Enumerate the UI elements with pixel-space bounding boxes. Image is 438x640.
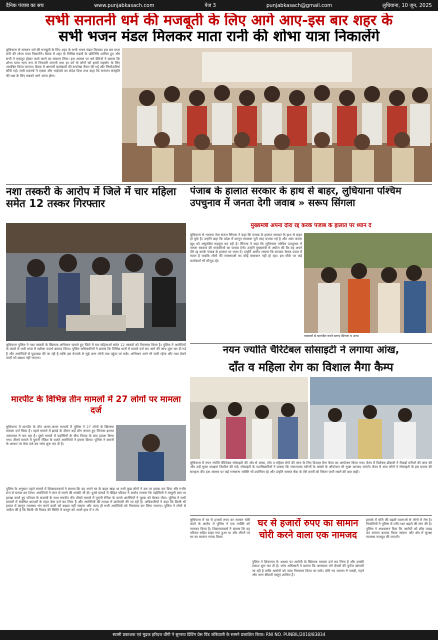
lead-text-column: लुधियाना से सनातन धर्म की मजबूती के लिए शहर के सभी भजन मंडल मिलकर इस बार माता रानी की शोभा यात्रा निकालेंगे। बैठक में शहर के विभिन्न मंडलों के प्रतिनिधि शामिल हुए और सभी ने एकजुट होकर कार्य करने का संकल्प लिया। इस अवसर पर धर्म प्रेमियों ने बताया कि शोभा यात्रा भव्य रूप से निकाली जाएगी तथा हर वर्ग के लोगों को इसमें सहयोग के लिए आमंत्रित किया जाएगा। बैठक में आगामी कार्यक्रमों की रूपरेखा तैयार की गई और जिम्मेदारियां सौंपी गईं। सभी सदस्यों ने एकता और भाईचारे का संदेश दिया तथा कहा कि सनातन संस्कृति की रक्षा के लिए सबको आगे आना होगा। <box>6 48 120 78</box>
eye-camp-photo-1 <box>190 377 308 459</box>
eye-camp-border <box>190 343 432 344</box>
eye-headline-line1: नयन ज्योति चैरिटेबल सोसाइटी ने लगाया आंख, <box>222 345 400 356</box>
theft-text-mid: पुलिस ने शिकायत के आधार पर आरोपी के खिलाफ मामला दर्ज कर लिया है और उसकी तलाश शुरू कर दी है। जांच अधिकारी ने बताया कि आसपास लगे कैमरों की फुटेज खंगाली जा रही है ताकि आरोपी को जल्द गिरफ्तार किया जा सके। चोरी गए सामान में नकदी, गहने और अन्य कीमती वस्तुएं शामिल हैं। <box>252 560 364 577</box>
top-bar <box>0 0 438 11</box>
footer-bar <box>0 630 438 640</box>
site-url[interactable]: www.punjabkasach.com <box>94 2 155 9</box>
punjab-subhead: मुख्यमंत्री अपना दौरा रद्द करके पंजाब के हालात पर ध्यान दें <box>250 223 372 229</box>
theft-headline: घर से हजारों रुपए का सामान चोरी करने वाला एक नामजद <box>257 518 359 541</box>
eye-headline-line2: दाँत व महिला रोग का विशाल मैगा कैम्प <box>228 360 394 374</box>
eye-camp-photo-2 <box>310 377 432 459</box>
punjab-text: लुधियाना से भाजपा नेता सरूप सिंगला ने कहा कि पंजाब के हालात सरकार के हाथ से बाहर हो चुके हैं। उन्होंने कहा कि प्रदेश में कानून व्यवस्था पूरी तरह चरमरा गई है और आम जनता खुद को असुरक्षित महसूस कर रही है। सिंगला ने कहा कि लुधियाना पश्चिम उपचुनाव में जनता सरकार की नाकामियों का जवाब देगी। उन्होंने मुख्यमंत्री से अपील की कि वह अपने दौरे रद्द करके पंजाब के हालात पर ध्यान दें। उन्होंने आरोप लगाया कि सरकार केवल प्रचार में व्यस्त है जबकि लोगों की समस्याओं का कोई समाधान नहीं हो रहा। इस मौके पर कई कार्यकर्ता भी मौजूद रहे। <box>190 233 302 263</box>
page-number: पेज 3 <box>204 2 216 9</box>
masthead-left: दैनिक पंजाब का सच <box>6 2 44 9</box>
fight-headline: मारपीट के विभिन्न तीन मामलों में 27 लोगों पर मामला दर्ज <box>11 395 181 416</box>
theft-border <box>190 515 432 516</box>
theft-text-left: लुधियाना में घर से हजारों रुपए का सामान चोरी करने के आरोप में पुलिस ने एक व्यक्ति को नामजद किया है। शिकायतकर्ता ने बताया कि वह परिवार सहित बाहर गया हुआ था और लौटने पर घर का सामान गायब मिला। <box>190 518 250 540</box>
section-divider <box>6 184 432 185</box>
fight-photo <box>116 425 186 481</box>
drugs-photo <box>6 223 186 341</box>
fight-text-left: लुधियाना में मारपीट के तीन अलग-अलग मामलों में पुलिस ने 27 लोगों के खिलाफ मामला दर्ज किया है। पहले मामले में झगड़े के दौरान कई लोग घायल हुए जिनका इलाज अस्पताल में चल रहा है। दूसरे मामले में पड़ोसियों के बीच विवाद के बाद हमला किया गया। तीसरे मामले में पुरानी रंजिश के चलते आरोपियों ने हमला किया। पुलिस ने बयानों के आधार पर केस दर्ज कर जांच शुरू कर दी है। <box>6 425 114 447</box>
lead-headline-line1: सभी सनातनी धर्म की मजबूती के लिए आगे आए-इस बार शहर के <box>45 13 393 29</box>
footer-text: स्वामी प्रकाशक एवं मुद्रक हरिदत्त धींगी ने सुनराव प्रिंटिंग प्रेस पिंड जंडियाली के सामने प्रकाशित किया। RNI NO. PUNBIL/2018/83834 <box>112 632 326 637</box>
punjab-photo-caption: पत्रकारों से बातचीत करते सरूप सिंगला व अन्य। <box>304 334 360 338</box>
eye-camp-text: लुधियाना में नयन ज्योति चैरिटेबल सोसाइटी की ओर से आंख, दाँत व महिला रोगों की जांच के लिए विशाल मैगा कैम्प का आयोजन किया गया। कैम्प में विशेषज्ञ डॉक्टरों ने सैकड़ों मरीजों की जांच की और उन्हें मुफ्त दवाइयां वितरित की गईं। सोसाइटी के पदाधिकारियों ने बताया कि जरूरतमंद मरीजों के आंखों के ऑपरेशन भी मुफ्त करवाए जाएंगे। कैम्प में आए लोगों ने सोसाइटी के इस प्रयास की सराहना की। इस अवसर पर कई गणमान्य व्यक्ति भी उपस्थित रहे और उन्होंने समाज सेवा के ऐसे कार्यों को निरंतर जारी रखने की बात कही। <box>190 461 432 474</box>
drugs-headline: नशा तस्करी के आरोप में जिले में चार महिला समेत 12 तस्कर गिरफ्तार <box>6 186 177 210</box>
lead-group-photo <box>122 48 432 182</box>
punjab-photo <box>304 233 432 333</box>
fight-text-bottom: पुलिस के अनुसार पहले मामले में शिकायतकर्ता ने बताया कि वह अपने घर के बाहर खड़ा था तभी कुछ लोगों ने उस पर हमला कर दिया और गंभीर रूप से घायल कर दिया। आरोपियों ने जान से मारने की धमकी भी दी। दूसरे मामले में पीड़ित परिवार ने आरोप लगाया कि पड़ोसियों ने मामूली बात पर झगड़ा करते हुए परिवार के सदस्यों के साथ मारपीट की। तीसरे मामले में पुरानी रंजिश के चलते आरोपियों ने युवक को घेरकर पीटा। पुलिस ने सभी मामलों में संबंधित धाराओं के तहत केस दर्ज कर लिया है और आरोपियों की तलाश में छापेमारी की जा रही है। अधिकारियों ने कहा कि किसी भी हालत में कानून व्यवस्था भंग करने वालों को बख्शा नहीं जाएगा और जल्द ही सभी आरोपियों को गिरफ्तार कर लिया जाएगा। पुलिस ने लोगों से अपील की है कि किसी भी विवाद की स्थिति में कानून को अपने हाथ में न लें। <box>6 487 186 513</box>
theft-text-right: इलाके में चोरी की बढ़ती घटनाओं से लोगों में रोष है। निवासियों ने पुलिस से रात्रि गश्त बढ़ाने की मांग की है। पुलिस ने आश्वासन दिया कि आरोपी को शीघ्र पकड़ कर सामान बरामद किया जाएगा और क्षेत्र में सुरक्षा व्यवस्था मजबूत की जाएगी। <box>366 518 432 540</box>
email-link[interactable]: punjabkasach@gmail.com <box>266 2 333 9</box>
lead-headline-line2: सभी भजन मंडल मिलकर माता रानी की शोभा यात्रा निकालेंगे <box>58 29 380 45</box>
drugs-text: लुधियाना पुलिस ने नशा तस्करी के खिलाफ अभियान चलाते हुए जिले में चार महिलाओं समेत 12 तस्करों को गिरफ्तार किया है। पुलिस ने आरोपियों के कब्जे से भारी मात्रा में नशीला पदार्थ बरामद किया। पुलिस अधिकारियों ने बताया कि विभिन्न थानों में मामले दर्ज कर आगे की जांच शुरू कर दी गई है और आरोपियों से पूछताछ की जा रही है ताकि इस नेटवर्क से जुड़े अन्य लोगों तक पहुंचा जा सके। अभियान आगे भी जारी रहेगा और नशा बेचने वालों को बख्शा नहीं जाएगा। <box>6 343 186 360</box>
issue-date: लुधियाना, 10 जून, 2025 <box>382 2 432 9</box>
punjab-headline: पंजाब के हालात सरकार के हाथ से बाहर, लुधियाना पश्चिम उपचुनाव में जनता देगी जवाब » सरूप सिंगला <box>190 186 402 209</box>
